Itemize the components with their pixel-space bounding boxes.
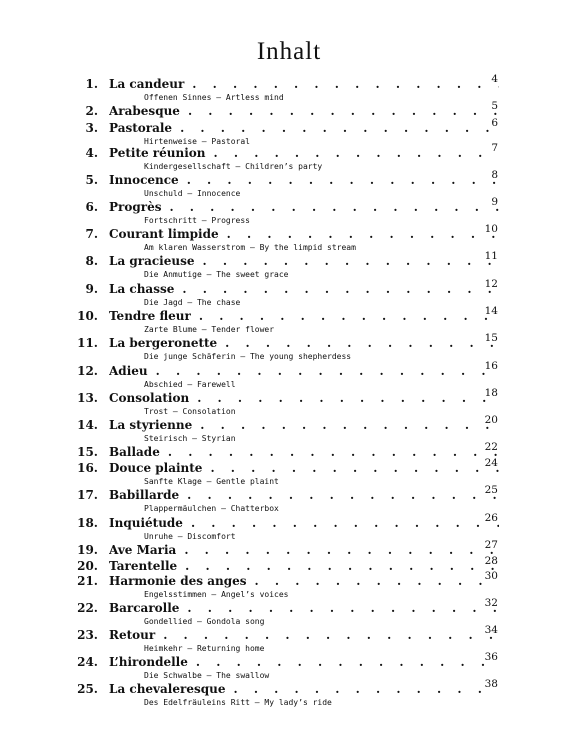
entry-number: 25. bbox=[77, 682, 98, 696]
entry-page: 32 bbox=[484, 597, 498, 609]
dot-leader bbox=[183, 516, 499, 530]
entry-page: 27 bbox=[484, 539, 498, 551]
dot-leader bbox=[202, 461, 499, 475]
entry-subtitle: Trost – Consolation bbox=[144, 407, 236, 416]
entry-subtitle: Die Anmutige – The sweet grace bbox=[144, 270, 289, 279]
entry-number: 10. bbox=[77, 309, 98, 323]
entry-title: Retour bbox=[109, 628, 156, 642]
entry-title: Petite réunion bbox=[109, 146, 206, 160]
entry-page: 26 bbox=[484, 512, 498, 524]
entry-number: 1. bbox=[85, 77, 98, 91]
entry-page: 12 bbox=[484, 278, 498, 290]
entry-subtitle: Heimkehr – Returning home bbox=[144, 644, 265, 653]
dot-leader bbox=[172, 121, 499, 135]
entry-page: 14 bbox=[484, 305, 498, 317]
entry-subtitle: Sanfte Klage – Gentle plaint bbox=[144, 477, 279, 486]
entry-number: 19. bbox=[77, 543, 98, 557]
entry-page: 34 bbox=[484, 624, 498, 636]
entry-title: L’hirondelle bbox=[109, 655, 188, 669]
entry-page: 10 bbox=[484, 223, 498, 235]
dot-leader bbox=[191, 309, 499, 323]
entry-page: 28 bbox=[484, 555, 498, 567]
entry-number: 21. bbox=[77, 574, 98, 588]
entry-number: 17. bbox=[77, 488, 98, 502]
entry-number: 24. bbox=[77, 655, 98, 669]
entry-title: Arabesque bbox=[109, 104, 180, 118]
dot-leader bbox=[225, 682, 499, 696]
dot-leader bbox=[176, 543, 499, 557]
dot-leader bbox=[195, 254, 500, 268]
entry-subtitle: Am klaren Wasserstrom – By the limpid stream bbox=[144, 243, 356, 252]
entry-page: 24 bbox=[484, 457, 498, 469]
dot-leader bbox=[179, 173, 499, 187]
entry-subtitle: Die Jagd – The chase bbox=[144, 298, 241, 307]
entry-title: Ballade bbox=[109, 445, 160, 459]
entry-number: 3. bbox=[85, 121, 98, 135]
entry-page: 38 bbox=[484, 678, 498, 690]
entry-page: 15 bbox=[484, 332, 498, 344]
entry-number: 20. bbox=[77, 559, 98, 573]
entry-subtitle: Unruhe – Discomfort bbox=[144, 532, 236, 541]
entry-number: 12. bbox=[77, 364, 98, 378]
entry-title: Pastorale bbox=[109, 121, 173, 135]
entry-page: 36 bbox=[484, 651, 498, 663]
entry-title: La candeur bbox=[109, 77, 185, 91]
dot-leader bbox=[174, 282, 499, 296]
dot-leader bbox=[179, 488, 499, 502]
entry-title: Courant limpide bbox=[109, 227, 219, 241]
entry-number: 9. bbox=[85, 282, 98, 296]
dot-leader bbox=[155, 628, 499, 642]
dot-leader bbox=[217, 336, 499, 350]
dot-leader bbox=[219, 227, 499, 241]
entry-number: 23. bbox=[77, 628, 98, 642]
entry-subtitle: Des Edelfräuleins Ritt – My lady’s ride bbox=[144, 698, 332, 707]
entry-title: Harmonie des anges bbox=[109, 574, 247, 588]
entry-title: La styrienne bbox=[109, 418, 193, 432]
entry-title: Adieu bbox=[109, 364, 148, 378]
dot-leader bbox=[177, 559, 499, 573]
entry-subtitle: Offenen Sinnes – Artless mind bbox=[144, 93, 284, 102]
entry-page: 8 bbox=[491, 169, 498, 181]
entry-subtitle: Plappermäulchen – Chatterbox bbox=[144, 504, 279, 513]
entry-page: 22 bbox=[484, 441, 498, 453]
entry-subtitle: Engelsstimmen – Angel’s voices bbox=[144, 590, 289, 599]
entry-page: 16 bbox=[484, 360, 498, 372]
entry-number: 13. bbox=[77, 391, 98, 405]
entry-number: 7. bbox=[85, 227, 98, 241]
entry-page: 30 bbox=[484, 570, 498, 582]
entry-page: 7 bbox=[491, 142, 498, 154]
dot-leader bbox=[161, 200, 499, 214]
entry-subtitle: Unschuld – Innocence bbox=[144, 189, 241, 198]
dot-leader bbox=[188, 655, 499, 669]
dot-leader bbox=[192, 418, 499, 432]
entry-title: Barcarolle bbox=[109, 601, 180, 615]
entry-subtitle: Fortschritt – Progress bbox=[144, 216, 250, 225]
entry-page: 11 bbox=[484, 250, 498, 262]
dot-leader bbox=[246, 574, 499, 588]
entry-title: Innocence bbox=[109, 173, 179, 187]
dot-leader bbox=[180, 104, 499, 118]
entry-subtitle: Kindergesellschaft – Children’s party bbox=[144, 162, 323, 171]
entry-page: 20 bbox=[484, 414, 498, 426]
page-title: Inhalt bbox=[256, 38, 322, 65]
entry-title: Inquiétude bbox=[109, 516, 183, 530]
entry-title: Ave Maria bbox=[109, 543, 177, 557]
entry-title: La chasse bbox=[109, 282, 175, 296]
entry-number: 8. bbox=[85, 254, 98, 268]
dot-leader bbox=[206, 146, 500, 160]
entry-page: 9 bbox=[491, 196, 498, 208]
entry-number: 2. bbox=[85, 104, 98, 118]
entry-subtitle: Hirtenweise – Pastoral bbox=[144, 137, 250, 146]
entry-title: Tendre fleur bbox=[109, 309, 191, 323]
entry-title: Douce plainte bbox=[109, 461, 203, 475]
entry-page: 18 bbox=[484, 387, 498, 399]
entry-subtitle: Steirisch – Styrian bbox=[144, 434, 236, 443]
entry-page: 4 bbox=[491, 73, 498, 85]
entry-number: 18. bbox=[77, 516, 98, 530]
dot-leader bbox=[148, 364, 499, 378]
dot-leader bbox=[184, 77, 499, 91]
entry-number: 22. bbox=[77, 601, 98, 615]
entry-number: 14. bbox=[77, 418, 98, 432]
entry-page: 6 bbox=[491, 117, 498, 129]
entry-number: 5. bbox=[85, 173, 98, 187]
entry-title: La bergeronette bbox=[109, 336, 218, 350]
entry-page: 25 bbox=[484, 484, 498, 496]
entry-number: 15. bbox=[77, 445, 98, 459]
entry-number: 4. bbox=[85, 146, 98, 160]
entry-page: 5 bbox=[491, 100, 498, 112]
entry-subtitle: Abschied – Farewell bbox=[144, 380, 236, 389]
entry-number: 11. bbox=[77, 336, 98, 350]
dot-leader bbox=[179, 601, 499, 615]
entry-subtitle: Gondellied – Gondola song bbox=[144, 617, 265, 626]
entry-title: Babillarde bbox=[109, 488, 180, 502]
entry-subtitle: Zarte Blume – Tender flower bbox=[144, 325, 275, 334]
entry-title: La gracieuse bbox=[109, 254, 195, 268]
entry-title: La chevaleresque bbox=[109, 682, 226, 696]
entry-subtitle: Die junge Schäferin – The young shepherdess bbox=[144, 352, 352, 361]
entry-number: 16. bbox=[77, 461, 98, 475]
entry-number: 6. bbox=[85, 200, 98, 214]
entry-title: Tarentelle bbox=[109, 559, 178, 573]
entry-title: Consolation bbox=[109, 391, 190, 405]
entry-subtitle: Die Schwalbe – The swallow bbox=[144, 671, 270, 680]
entry-title: Progrès bbox=[109, 200, 162, 214]
dot-leader bbox=[189, 391, 499, 405]
dot-leader bbox=[160, 445, 499, 459]
